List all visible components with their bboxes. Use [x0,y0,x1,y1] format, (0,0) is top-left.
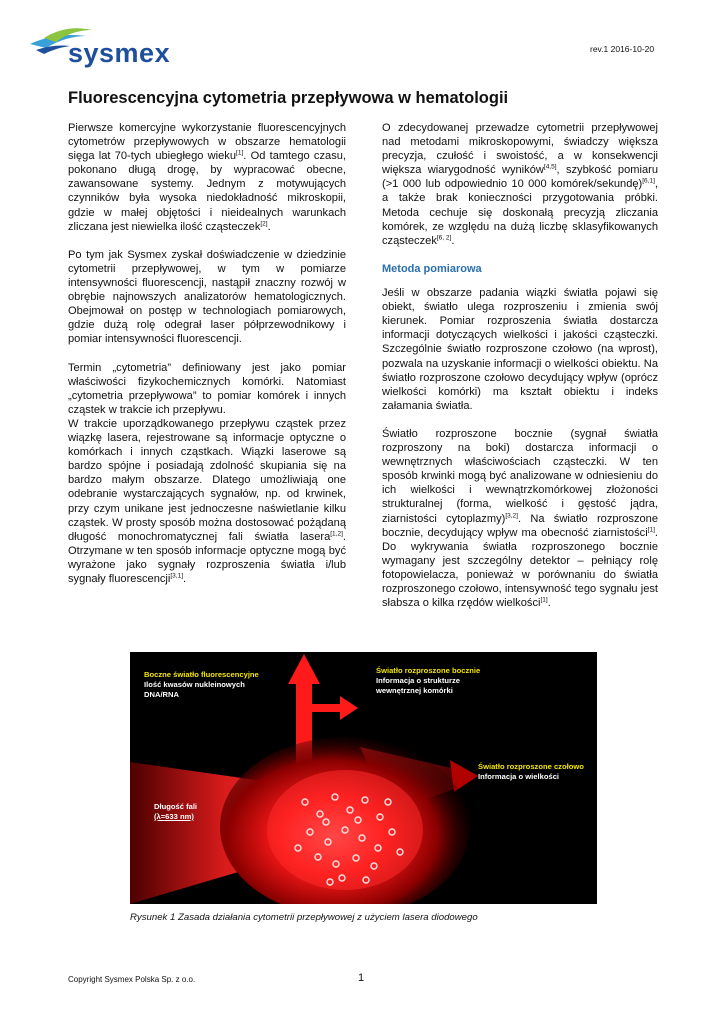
paragraph: Światło rozproszone bocznie (sygnał światła rozproszony na boki) dostarcza informacji o wewnętrznych właściwościach cząsteczki. W ten sposób krwinki mogą być analizowane w odniesieniu do ich wielkości i wewnątrzkomórkowej złożoności strukturalnej (forma, wielkość i gęstość jądra, ziarnistości cytoplazmy)[3,2]. Na światło rozproszone bocznie, decydujący wpływ ma obecność ziarnistości[1]. Do wykrywania światła rozproszonego bocznie wymagany jest szczególny detektor – pełniący rolę fotopowielacza, ponieważ w porównaniu do światła rozproszonego czołowo, intensywność tego sygnału jest słabsza o kilka rzędów wielkości[1]. [382,427,659,610]
cell [267,770,423,890]
reference: [3,2] [505,511,518,519]
reference: [1] [647,525,655,533]
figure-caption: Rysunek 1 Zasada działania cytometrii przepływowej z użyciem lasera diodowego [130,912,478,923]
page-number: 1 [358,972,365,984]
label-wavelength: Długość fali (λ=633 nm) [154,802,198,821]
right-column [382,121,658,624]
reference: [1] [236,149,244,157]
paragraph: Po tym jak Sysmex zyskał doświadczenie w dziedzinie cytometrii przepływowej, w tym w pomiarze intensywności fluorescencji, nastąpił znaczny rozwój w obrębie najnowszych analizatorów hematologicznych. Obejmował on postęp w technologiach pomiarowych, gdzie dużą rolę odegrał laser półprzewodnikowy i pomiar intensywności fluorescencji. [68,248,346,346]
section-heading: Metoda pomiarowa [382,262,482,275]
left-column [68,121,346,600]
reference: [2] [260,219,268,227]
reference: [6, 2] [436,234,452,242]
reference: [1] [540,596,548,604]
paragraph: O zdecydowanej przewadze cytometrii przepływowej nad metodami mikroskopowymi, świadczy większa precyzja, czułość i swoistość, a w konsekwencji większa wiarygodność wyników[4,5], szybkość pomiaru (>1 000 lub odpowiednio 10 000 komórek/sekundę)[6,1], a także brak konieczności przygotowania próbki. Metoda cechuje się doskonałą precyzją zliczania komórek, ze względu na dużą liczbę sklasyfikowanych cząsteczek[6, 2]. [382,122,659,247]
paragraph: Jeśli w obszarze padania wiązki światła pojawi się obiekt, światło ulega rozproszeniu i zmienia swój kierunek. Pomiar rozproszenia światła dostarcza informacji dotyczących wielkości i jakości cząsteczki. Szczególnie światło rozproszone czołowo (na wprost), pozwala na uzyskanie informacji o wielkości obiektu. Na światło rozproszone czołowo decydujący wpływ (oprócz wielkości komórki) ma kształt obiektu i indeks załamania światła. [382,287,658,412]
reference: [6,1] [642,177,655,185]
reference: [4,5] [543,163,557,171]
revision-label: rev.1 2016-10-20 [590,44,655,54]
label-forward-scatter: Światło rozproszone czołowo Informacja o wielkości [478,762,584,781]
paragraph: Termin „cytometria” definiowany jest jako pomiar właściwości fizykochemicznych komórki. Natomiast „cytometria przepływowa” to pomiar komórek i innych cząstek w trakcie ich przepływu. [68,361,346,416]
reference: [3,1] [170,572,184,580]
copyright-notice: Copyright Sysmex Polska Sp. z o.o. [68,975,196,984]
reference: [1,2] [330,530,343,538]
side-scatter-arrow-shaft [308,704,344,712]
figure-laser-cytometry [130,652,597,904]
label-fluorescence: Boczne światło fluorescencyjne Ilość kwasów nukleinowych DNA/RNA [144,670,259,699]
logo-wordmark: sysmex [68,38,171,68]
label-side-scatter: Światło rozproszone bocznie Informacja o strukturze wewnętrznej komórki [376,666,481,695]
document-title: Fluorescencyjna cytometria przepływowa w hematologii [68,89,509,107]
paragraph: W trakcie uporządkowanego przepływu cząstek przez wiązkę lasera, rejestrowane są informacje optyczne o komórkach i innych cząstkach. Wiązki laserowe są bardzo spójne i posiadają zdolność skupiania się na bardzo małym obszarze. Dlatego umożliwiają one odebranie wystarczających sygnałów, np. od krwinek, przy czym unikane jest jednoczesne naświetlanie kilku cząstek. W prosty sposób można dostosować pożądaną długość monochromatycznej fali światła lasera[1,2]. Otrzymane w ten sposób informacje optyczne mogą być wyrażone jako sygnały rozproszenia światła i/lub sygnały fluorescencji[3,1]. [68,417,346,585]
paragraph: Pierwsze komercyjne wykorzystanie fluorescencyjnych cytometrów przepływowych w obszarze hematologii sięga lat 70-tych ubiegłego wieku[1]. Od tamtego czasu, pokonano długą drogę, by wypracować obecne, zawansowane systemy. Jednym z motywujących czynników była wysoka niedokładność mikroskopii, gdzie w małej objętości i nieidealnych warunkach zliczana jest niewielka ilość cząsteczek[2]. [68,122,346,233]
